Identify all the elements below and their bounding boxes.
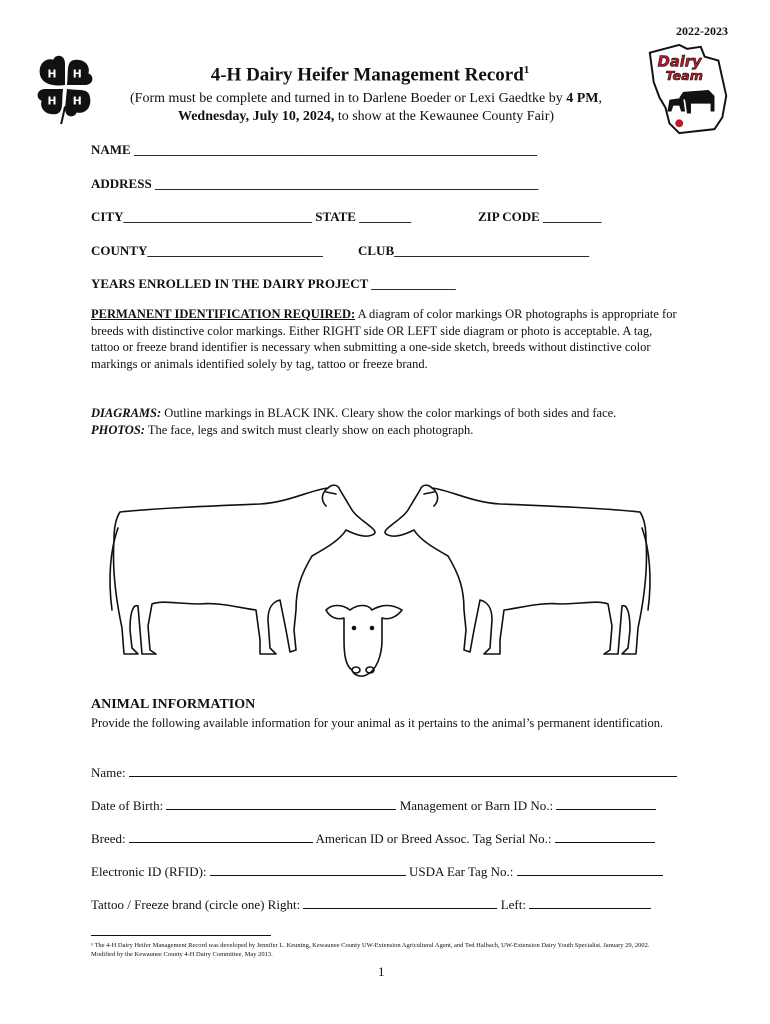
tattoo-right-label: Tattoo / Freeze brand (circle one) Right:: [91, 897, 301, 912]
tattoo-row: [91, 896, 681, 913]
title-text: 4-H Dairy Heifer Management Record: [210, 64, 524, 86]
animal-name-input[interactable]: [129, 764, 677, 777]
tattoo-left-input[interactable]: [529, 896, 651, 909]
photos-text: The face, legs and switch must clearly show on each photograph.: [144, 422, 474, 437]
subtitle-deadline-date: Wednesday, July 10, 2024,: [177, 109, 335, 124]
page-title: [110, 64, 630, 86]
heifer-left-side-outline: [110, 485, 375, 654]
name-field[interactable]: NAME ______________________________________________________________: [91, 142, 537, 157]
tag-serial-label: American ID or Breed Assoc. Tag Serial No.:: [315, 831, 552, 846]
svg-text:H: H: [72, 94, 82, 108]
permanent-id-label: PERMANENT IDENTIFICATION REQUIRED:: [91, 307, 356, 321]
page-subtitle: [96, 90, 636, 126]
subtitle-text-3: to show at the Kewaunee County Fair): [334, 109, 555, 124]
subtitle-deadline-time: 4 PM: [566, 91, 599, 106]
footnote: ¹ The 4-H Dairy Heifer Management Record was developed by Jennifer L. Keuning, Kewaunee County UW-Extension Agricultural Agent, and Ted Halbach, UW-Extension Dairy Youth Specialist. January 29, 2002. Modified by the Kewaunee County 4-H Dairy Committee, May 2013.: [91, 942, 650, 958]
county-field[interactable]: COUNTY___________________________: [91, 243, 323, 258]
footnote-divider: [91, 935, 271, 936]
tag-serial-input[interactable]: [555, 830, 655, 843]
rfid-input[interactable]: [210, 863, 406, 876]
dairy-logo-word1: Dairy: [657, 53, 702, 71]
permanent-id-text: A diagram of color markings OR photographs is appropriate for breeds with distinctive color markings. Either RIGHT side OR LEFT side diagram or photo is acceptable. A tag, tattoo or freeze brand identifier is necessary when submitting a one-side sketch, breeds without distinctive color markings or animals identified solely by tag, tattoo or freeze brand.: [91, 307, 677, 371]
address-field[interactable]: ADDRESS ___________________________________________________________: [91, 176, 539, 191]
dairy-team-logo-icon: [640, 38, 738, 138]
usda-tag-label: USDA Ear Tag No.:: [409, 864, 514, 879]
animal-name-row: [91, 764, 681, 781]
page-number: 1: [378, 964, 385, 979]
subtitle-text-1: (Form must be complete and turned in to Darlene Boeder or Lexi Gaedtke by: [130, 91, 567, 106]
rfid-row: [91, 863, 681, 880]
breed-row: [91, 830, 681, 847]
animal-name-label: Name:: [91, 765, 126, 780]
heifer-face-outline: [326, 606, 402, 677]
rfid-label: Electronic ID (RFID):: [91, 864, 207, 879]
dob-row: [91, 797, 681, 814]
barn-id-input[interactable]: [556, 797, 656, 810]
zip-code-field[interactable]: ZIP CODE _________: [478, 209, 602, 224]
school-year: 2022-2023: [676, 24, 728, 38]
breed-input[interactable]: [129, 830, 313, 843]
title-footnote-mark: 1: [523, 64, 530, 76]
heifer-outline-diagram[interactable]: [100, 480, 660, 685]
svg-text:H: H: [47, 67, 57, 81]
diagrams-instructions: [91, 405, 681, 438]
permanent-id-paragraph: [91, 306, 681, 372]
animal-info-heading: ANIMAL INFORMATION: [91, 697, 256, 712]
city-state-field[interactable]: CITY_____________________________ STATE ________: [91, 209, 412, 224]
breed-label: Breed:: [91, 831, 126, 846]
barn-id-label: Management or Barn ID No.:: [399, 798, 554, 813]
photos-label: PHOTOS:: [91, 422, 145, 437]
diagrams-text: Outline markings in BLACK INK. Cleary show the color markings of both sides and face.: [161, 406, 617, 420]
dob-label: Date of Birth:: [91, 798, 164, 813]
years-enrolled-field[interactable]: YEARS ENROLLED IN THE DAIRY PROJECT _____________: [91, 276, 456, 291]
4h-clover-logo-icon: [26, 48, 104, 126]
club-field[interactable]: CLUB______________________________: [358, 243, 590, 258]
svg-text:H: H: [47, 94, 57, 108]
tattoo-left-label: Left:: [500, 897, 526, 912]
subtitle-text-2: ,: [598, 91, 602, 106]
animal-info-intro: Provide the following available information for your animal as it pertains to the animal’s permanent identification.: [91, 716, 664, 730]
dairy-logo-word2: Team: [665, 69, 704, 85]
heifer-right-side-outline: [385, 485, 650, 654]
usda-tag-input[interactable]: [517, 863, 663, 876]
tattoo-right-input[interactable]: [303, 896, 497, 909]
svg-text:H: H: [72, 67, 82, 81]
dob-input[interactable]: [166, 797, 396, 810]
diagrams-label: DIAGRAMS:: [91, 406, 162, 420]
